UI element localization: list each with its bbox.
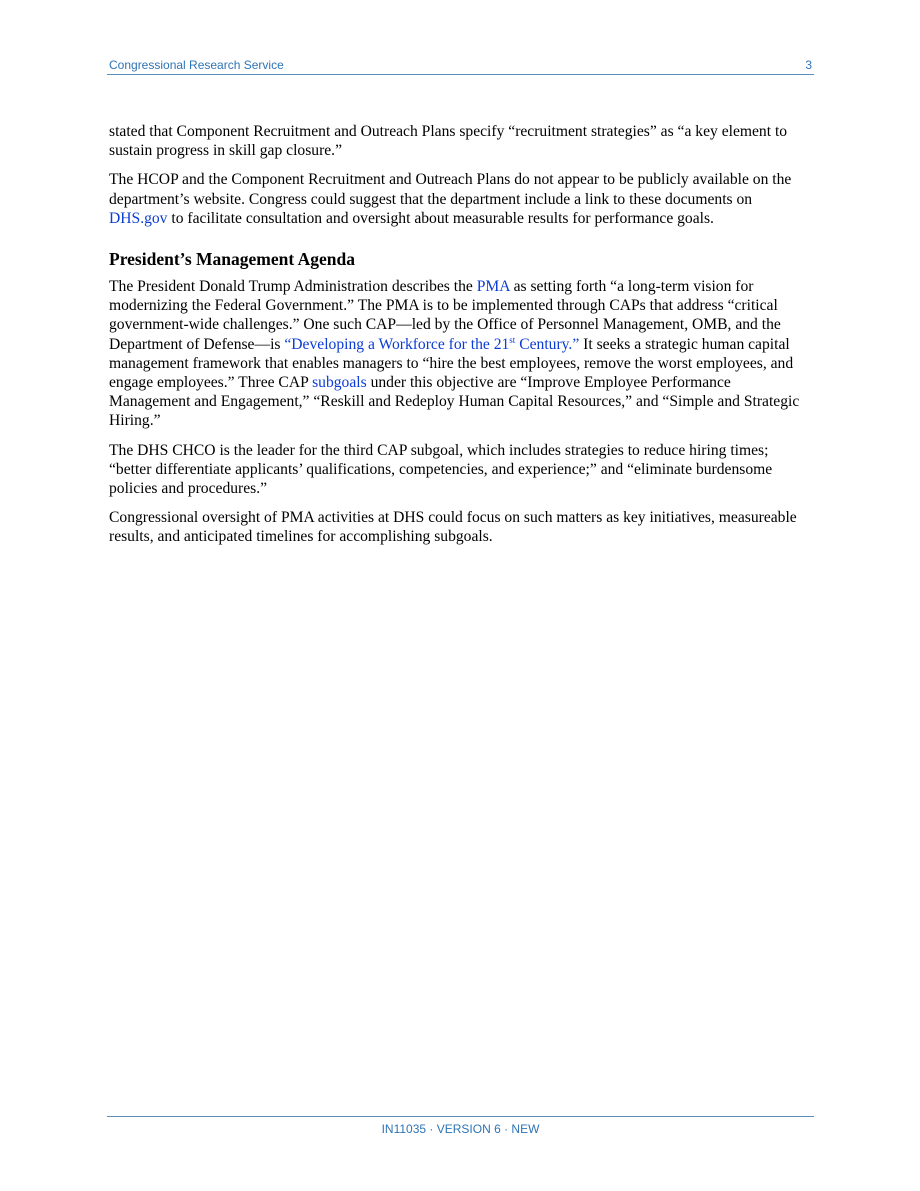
paragraph-hcop-text-end: to facilitate consultation and oversight about measurable results for performance goals.: [167, 209, 714, 227]
page-header: [107, 57, 814, 75]
paragraph-hcop-text: The HCOP and the Component Recruitment and Outreach Plans do not appear to be publicly available on the department’s website. Congress could suggest that the department include a link to these documents on: [109, 171, 792, 208]
page-footer: IN11035 · VERSION 6 · NEW: [107, 1116, 814, 1136]
paragraph-oversight: Congressional oversight of PMA activities at DHS could focus on such matters as key initiatives, measureable results, and anticipated timelines for accomplishing subgoals.: [109, 509, 797, 546]
subgoals-link[interactable]: subgoals: [312, 374, 367, 392]
paragraph-pma: [109, 277, 814, 431]
workforce-link-superscript: st: [509, 334, 516, 345]
workforce-link-text-end: Century.”: [515, 335, 580, 353]
developing-workforce-link[interactable]: [284, 336, 579, 353]
paragraph-chco: The DHS CHCO is the leader for the third CAP subgoal, which includes strategies to reduce hiring times; “better differentiate applicants’ qualifications, competencies, and experience;” and “eliminate burdensome policies and procedures.”: [109, 441, 773, 498]
document-body: [109, 122, 814, 557]
paragraph-pma-text-4: under this objective are “Improve Employee Performance Management and Engagement,” “Reskill and Redeploy Human Capital Resources,” and “Simple and Strategic Hiring.”: [109, 374, 800, 430]
paragraph-pma-text-2: as setting forth “a long-term vision for modernizing the Federal Government.” The PMA is to be implemented through CAPs that address “critical government-wide challenges.” One such CAP—led by the Office of Personnel Management, OMB, and the Department of Defense—is: [109, 278, 781, 353]
paragraph-recruitment-plans: stated that Component Recruitment and Outreach Plans specify “recruitment strategies” as “a key element to sustain progress in skill gap closure.”: [109, 123, 788, 160]
pma-link[interactable]: PMA: [476, 278, 510, 296]
paragraph-hcop: [109, 170, 814, 228]
paragraph-pma-text-3: It seeks a strategic human capital management framework that enables managers to “hire the best employees, remove the worst employees, and engage employees.” Three CAP: [109, 335, 794, 392]
section-heading-pma: President’s Management Agenda: [109, 249, 355, 270]
dhs-gov-link[interactable]: DHS.gov: [109, 209, 168, 227]
page-number: 3: [805, 58, 812, 72]
paragraph-pma-text-1: The President Donald Trump Administration describes the: [109, 278, 477, 296]
workforce-link-text: “Developing a Workforce for the 21: [284, 335, 510, 353]
header-org-name: Congressional Research Service: [109, 58, 284, 72]
